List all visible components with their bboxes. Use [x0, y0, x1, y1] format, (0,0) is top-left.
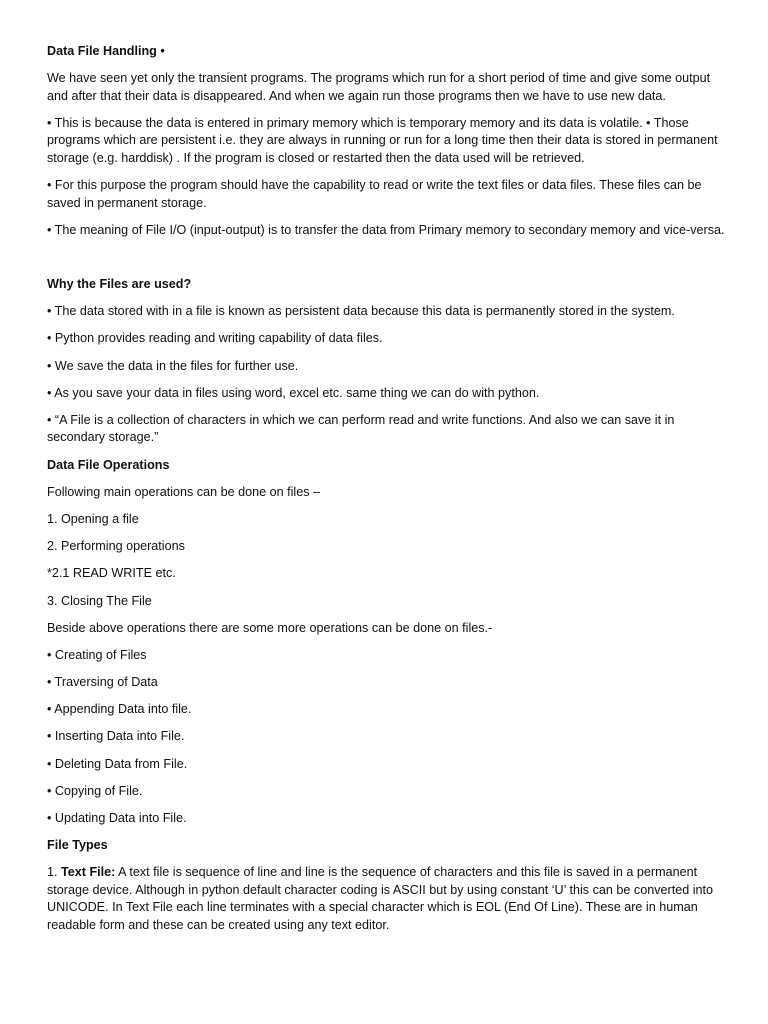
bullet-item: • Python provides reading and writing capability of data files. [47, 331, 383, 346]
section-heading-data-file-handling: Data File Handling • [47, 44, 165, 58]
paragraph: • This is because the data is entered in primary memory which is temporary memory and its data is volatile. • Those programs which are persistent i.e. they are always in running or run for a long time then their data is stored in permanent storage (e.g. harddisk) . If the program is closed or restarted then the data used will be retrieved. [47, 115, 718, 165]
paragraph: Following main operations can be done on files – [47, 484, 321, 499]
spacer [47, 249, 727, 276]
paragraph: • For this purpose the program should have the capability to read or write the text files or data files. These files can be saved in permanent storage. [47, 178, 702, 210]
list-item: 3. Closing The File [47, 593, 152, 608]
bullet-item: • “A File is a collection of characters in which we can perform read and write functions. And also we can save it in secondary storage.” [47, 412, 675, 445]
bullet-item: • Deleting Data from File. [47, 756, 188, 771]
bullet-item: • Inserting Data into File. [47, 729, 185, 744]
document-page [47, 43, 727, 944]
bullet-item: • Creating of Files [47, 647, 147, 662]
section-heading-why-files-used: Why the Files are used? [47, 276, 192, 291]
list-item: 2. Performing operations [47, 539, 185, 554]
list-number: 1. [47, 865, 62, 880]
bullet-item: • Updating Data into File. [47, 811, 187, 825]
text-file-body: A text file is sequence of line and line is the sequence of characters and this file is saved in a permanent storage device. Although in python default character coding is ASCII but by using constant ‘U’ this can be converted into UNICODE. In Text File each line terminates with a special character which is EOL (End Of Line). These are in human readable form and these can be created using any text editor. [47, 865, 714, 932]
paragraph: • The meaning of File I/O (input-output) is to transfer the data from Primary memory to secondary memory and vice-versa. [47, 222, 725, 237]
paragraph: Beside above operations there are some more operations can be done on files.- [47, 620, 493, 635]
text-file-paragraph [47, 864, 727, 934]
bullet-item: • As you save your data in files using word, excel etc. same thing we can do with python. [47, 385, 540, 400]
section-heading-data-file-operations: Data File Operations [47, 457, 170, 472]
text-file-label: Text File: [61, 865, 116, 880]
bullet-item: • Copying of File. [47, 783, 143, 798]
bullet-item: • Appending Data into file. [47, 702, 192, 717]
list-item: *2.1 READ WRITE etc. [47, 566, 176, 581]
bullet-item: • We save the data in the files for further use. [47, 358, 299, 373]
bullet-item: • Traversing of Data [47, 675, 158, 690]
bullet-item: • The data stored with in a file is known as persistent data because this data is permanently stored in the system. [47, 304, 675, 319]
list-item: 1. Opening a file [47, 511, 139, 526]
paragraph: We have seen yet only the transient programs. The programs which run for a short period of time and give some output and after that their data is disappeared. And when we again run those programs then we have to use new data. [47, 71, 711, 103]
section-heading-file-types: File Types [47, 838, 108, 853]
